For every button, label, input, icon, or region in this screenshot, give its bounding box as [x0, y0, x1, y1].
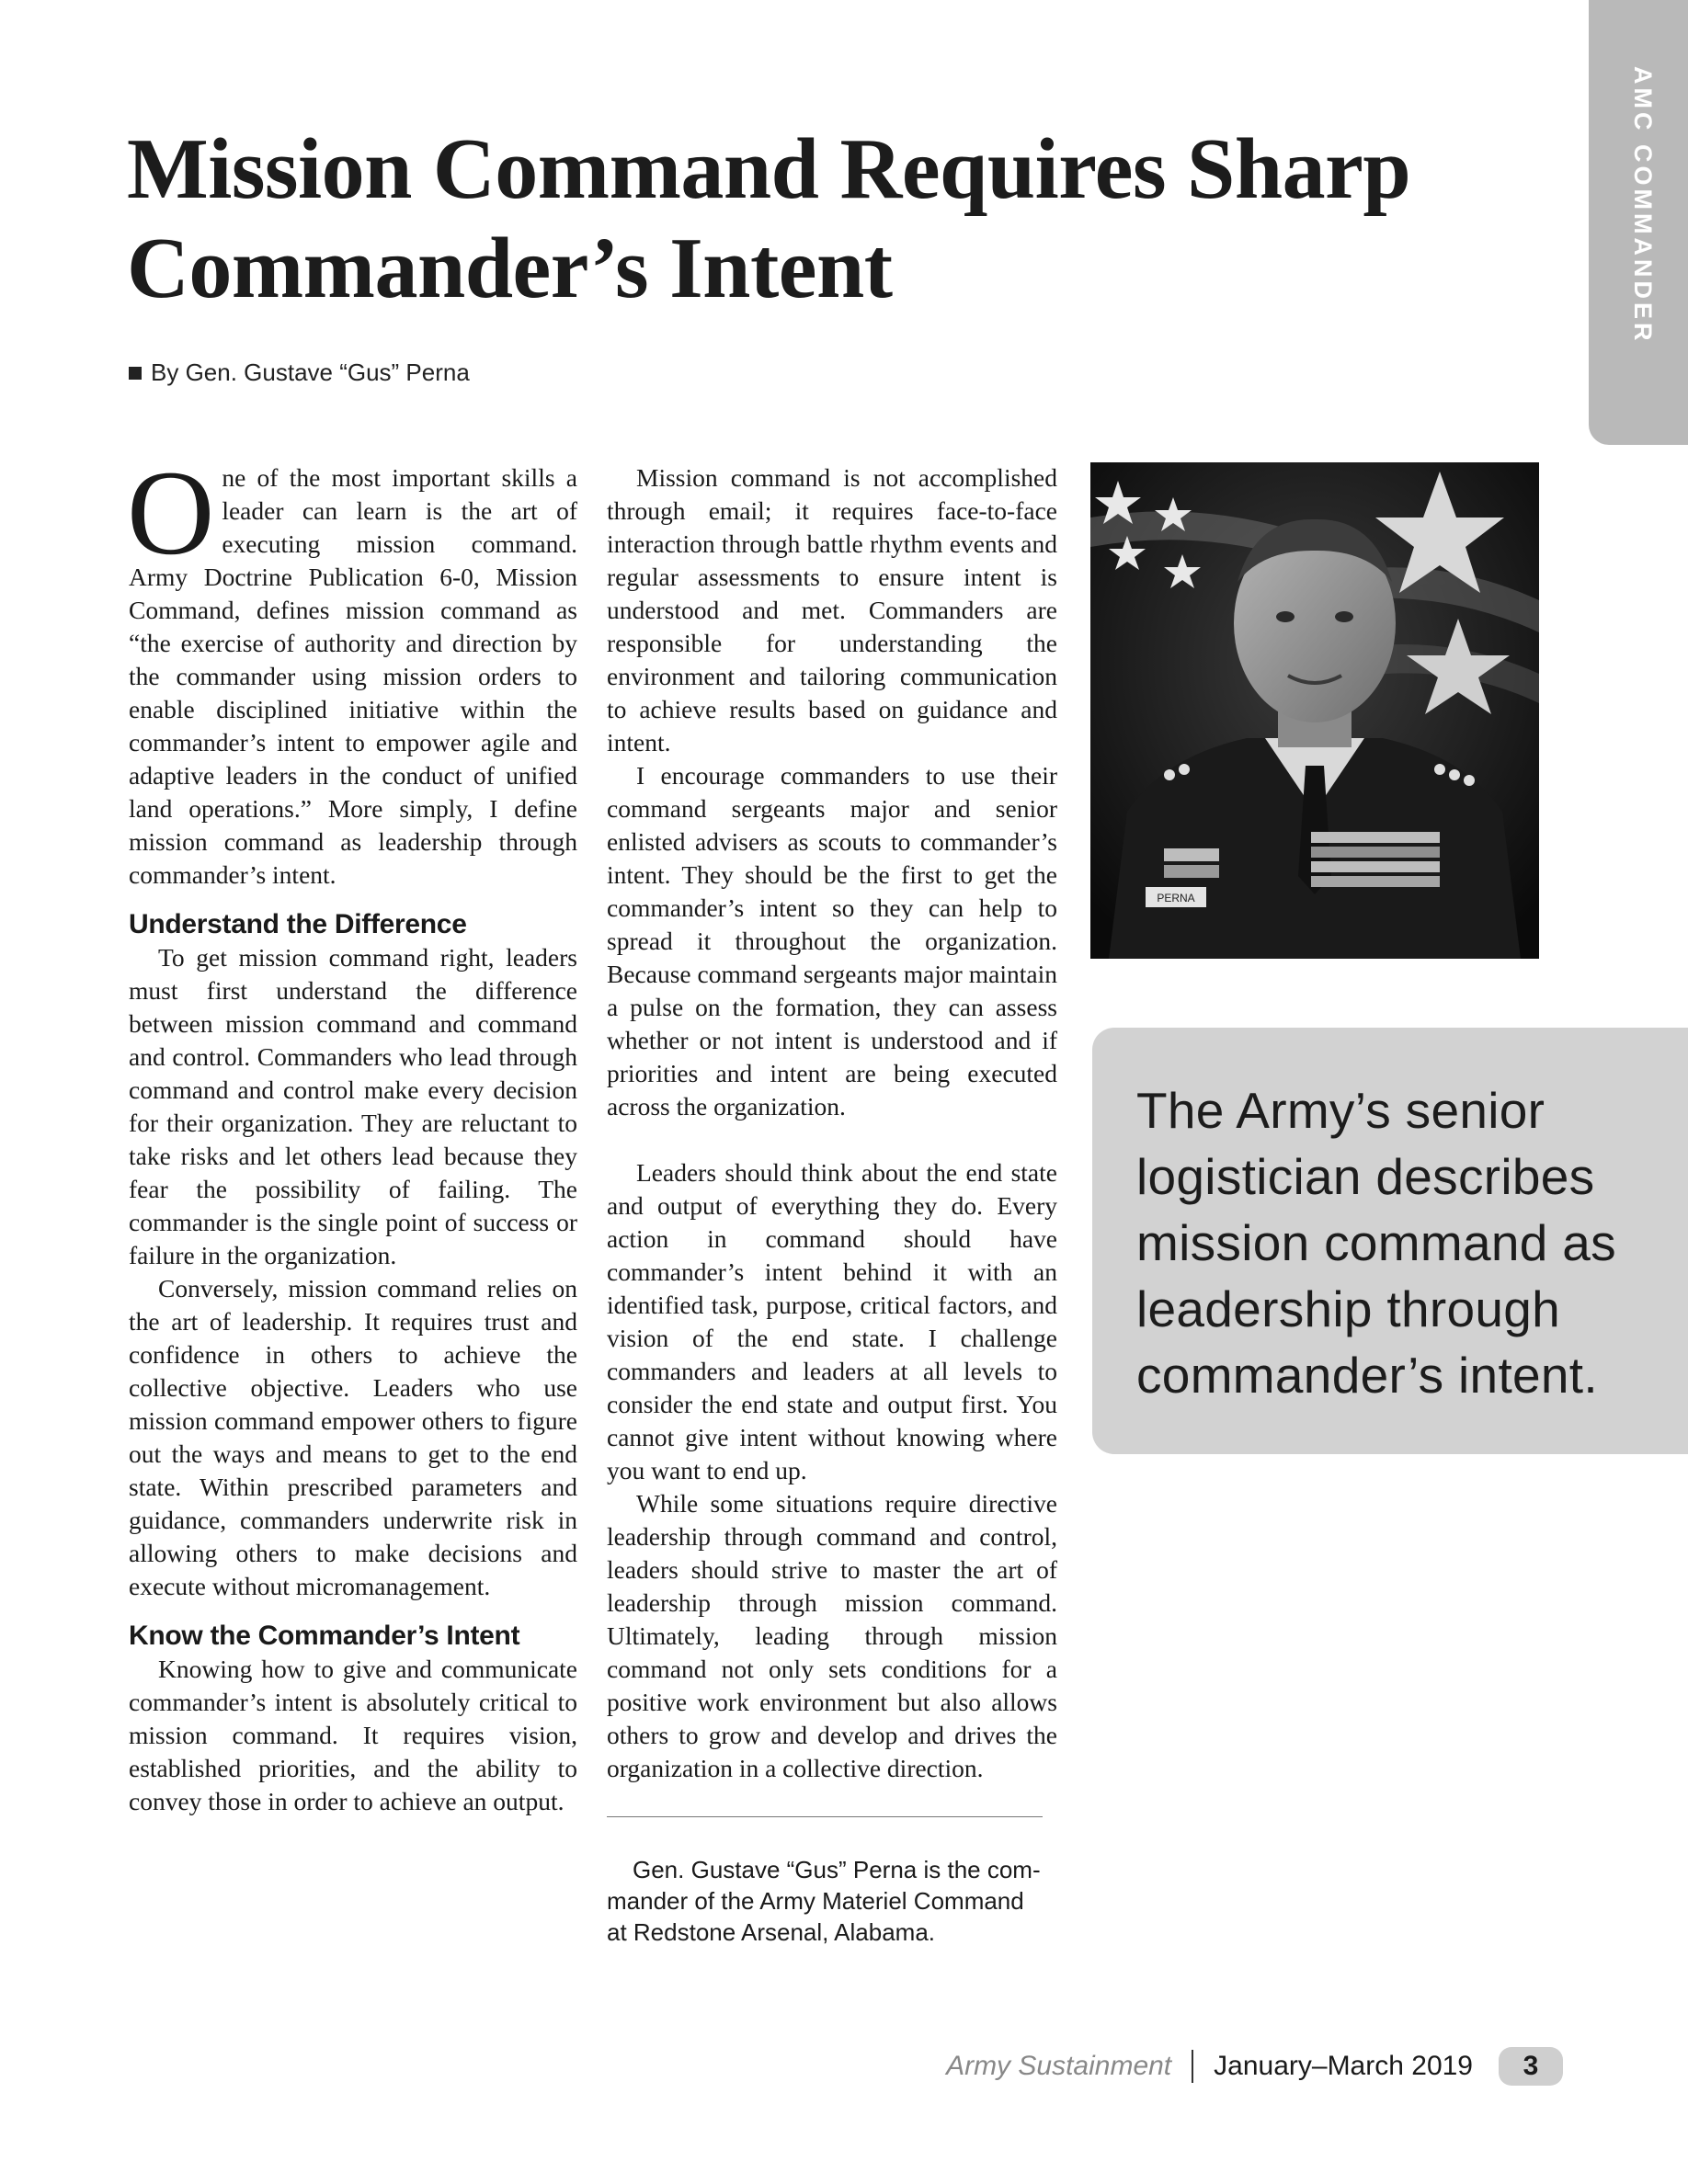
article-column-2 — [607, 461, 1057, 1948]
square-bullet-icon — [129, 367, 142, 380]
drop-cap: O — [127, 445, 215, 580]
body-paragraph: Knowing how to give and communicate commander’s intent is absolutely critical to mission command. It requires vision, established priorities, and the ability to convey those in order to achieve an output. — [129, 1655, 577, 1815]
body-paragraph: While some situations require directive leadership through command and control, leaders should strive to master the art of leadership through mission command. Ultimately, leading through mission command not only sets conditions for a positive work environment but also allows others to grow and develop and drives the organization in a collective direction. — [607, 1489, 1057, 1782]
footer-divider — [1192, 2050, 1193, 2083]
subhead-understand-difference: Understand the Difference — [129, 909, 467, 939]
name-tag-text: PERNA — [1157, 892, 1195, 904]
body-paragraph: Leaders should think about the end state and output of everything they do. Every action in command should have commander’s intent behind it with an identified task, purpose, critical factors, and vision of the end state. I challenge commanders and leaders at all levels to consider the end state and output first. You cannot give intent without knowing where you want to end up. — [607, 1158, 1057, 1484]
intro-paragraph — [127, 445, 577, 892]
byline-text: By Gen. Gustave “Gus” Perna — [151, 358, 470, 386]
intro-text: ne of the most important skills a leader can learn is the art of executing mission command. Army Doctrine Publication 6-0, Mission Command, defines mission command as “the exercise of authority and direction by the commander using mission orders to enable disciplined initiative within the commander’s intent to empower agile and adaptive leaders in the conduct of unified land operations.” More simply, I define mission command as leadership through commander’s intent. — [129, 463, 577, 889]
byline — [129, 358, 470, 387]
article-column-1 — [127, 445, 577, 1818]
pull-quote: The Army’s senior logistician describes mission command as leadership through commander’s intent. — [1136, 1082, 1616, 1404]
section-tab-label: AMC COMMANDER — [1629, 66, 1657, 345]
issue-date: January–March 2019 — [1214, 2051, 1473, 2081]
subhead-commanders-intent: Know the Commander’s Intent — [129, 1621, 520, 1651]
author-bio-line: Gen. Gustave “Gus” Perna is the com- — [633, 1856, 1041, 1883]
author-bio-line: at Redstone Arsenal, Alabama. — [607, 1918, 936, 1946]
publication-name: Army Sustainment — [946, 2051, 1172, 2081]
body-paragraph: Conversely, mission command relies on the art of leadership. It requires trust and confidence in others to achieve the collective objective. Leaders who use mission command empower others to figure out the ways and means to get to the end state. Within prescribed parameters and guidance, commanders underwrite risk in allowing others to make decisions and execute without micromanagement. — [129, 1274, 577, 1600]
author-bio-line: mander of the Army Materiel Command — [607, 1887, 1024, 1915]
body-paragraph: Mission command is not accomplished through email; it requires face-to-face interaction through battle rhythm events and regular assessments to ensure intent is understood and met. Commanders are responsible for understanding the environment and tailoring communication to achieve results based on guidance and intent. — [607, 463, 1057, 756]
author-portrait — [1090, 462, 1539, 959]
footnote-rule — [607, 1816, 1043, 1817]
article-headline: Mission Command Requires Sharp Commander’s Intent — [127, 121, 1411, 316]
body-paragraph: To get mission command right, leaders must first understand the difference between mission command and command and control. Commanders who lead through command and control make every decision for their organization. They are reluctant to take risks and let others lead because they fear the possibility of failing. The commander is the single point of success or failure in the organization. — [129, 943, 577, 1269]
page-number: 3 — [1499, 2047, 1563, 2086]
page-footer — [919, 2046, 1563, 2087]
body-paragraph: I encourage commanders to use their command sergeants major and senior enlisted advisers as scouts to commander’s intent. They should be the first to get the commander’s intent so they can help to spread it throughout the organization. Because command sergeants major maintain a pulse on the formation, they can assess whether or not intent is understood and if priorities and intent are being executed across the organization. — [607, 761, 1057, 1120]
author-bio — [607, 1854, 1057, 1948]
paragraph-spacer — [607, 1123, 1057, 1156]
